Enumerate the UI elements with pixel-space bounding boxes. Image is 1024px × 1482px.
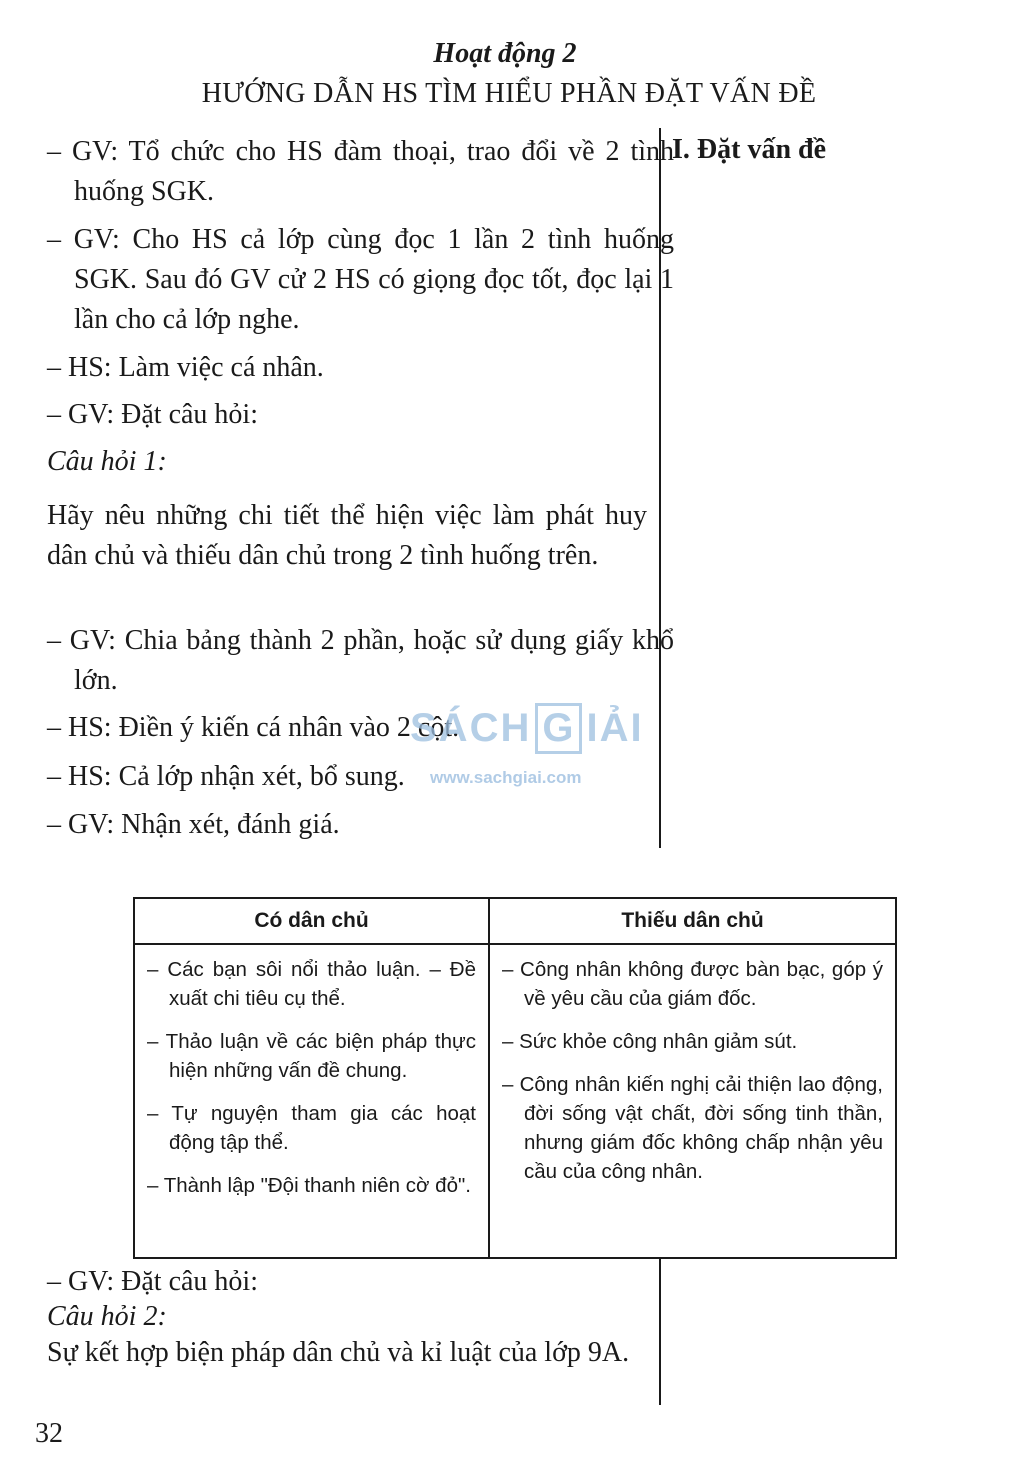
watermark <box>410 703 644 754</box>
page-number: 32 <box>35 1418 63 1449</box>
watermark-text-right: IẢI <box>586 706 644 750</box>
table-item: – Tự nguyện tham gia các hoạt động tập thể. <box>147 1102 476 1154</box>
section-main-title: HƯỚNG DẪN HS TÌM HIỂU PHẦN ĐẶT VẤN ĐỀ <box>201 78 817 109</box>
watermark-text-left: SÁCH <box>410 706 532 750</box>
paragraph-7: – HS: Cả lớp nhận xét, bổ sung. <box>47 761 405 792</box>
question-1-label: Câu hỏi 1: <box>47 446 167 477</box>
paragraph-3: – HS: Làm việc cá nhân. <box>47 352 324 383</box>
activity-title: Hoạt động 2 <box>433 38 577 69</box>
paragraph-6: – HS: Điền ý kiến cá nhân vào 2 cột. <box>47 712 460 743</box>
table-item: – Công nhân không được bàn bạc, góp ý về yêu cầu của giám đốc. <box>502 958 883 1010</box>
table-header-democracy: Có dân chủ <box>134 898 489 944</box>
paragraph-4: – GV: Đặt câu hỏi: <box>47 399 258 430</box>
table-column-lack-democracy <box>489 944 896 1258</box>
comparison-table <box>133 897 897 1259</box>
table-header-lack-democracy: Thiếu dân chủ <box>489 898 896 944</box>
table-item: – Sức khỏe công nhân giảm sút. <box>502 1030 798 1053</box>
table-item: – Thảo luận về các biện pháp thực hiện những vấn đề chung. <box>147 1030 476 1082</box>
paragraph-8: – GV: Nhận xét, đánh giá. <box>47 809 340 840</box>
table-column-democracy <box>134 944 489 1258</box>
table-item: – Công nhân kiến nghị cải thiện lao động, đời sống vật chất, đời sống tinh thần, nhưng giám đốc không chấp nhận yêu cầu của công nhân. <box>502 1073 883 1183</box>
watermark-logo-box: G <box>535 703 582 754</box>
table-item: – Các bạn sôi nổi thảo luận. – Đề xuất chi tiêu cụ thể. <box>147 958 476 1010</box>
paragraph-5: – GV: Chia bảng thành 2 phần, hoặc sử dụng giấy khổ lớn. <box>47 625 674 696</box>
column-divider-bottom <box>659 1259 661 1405</box>
question-2-text: Sự kết hợp biện pháp dân chủ và kỉ luật của lớp 9A. <box>47 1337 630 1368</box>
paragraph-2: – GV: Cho HS cả lớp cùng đọc 1 lần 2 tình huống SGK. Sau đó GV cử 2 HS có giọng đọc tốt, đọc lại 1 lần cho cả lớp nghe. <box>47 224 674 335</box>
watermark-url: www.sachgiai.com <box>430 768 582 787</box>
question-1-text: Hãy nêu những chi tiết thể hiện việc làm phát huy dân chủ và thiếu dân chủ trong 2 tình huống trên. <box>47 500 647 571</box>
bottom-paragraph-1: – GV: Đặt câu hỏi: <box>47 1266 258 1297</box>
table-item: – Thành lập "Đội thanh niên cờ đỏ". <box>147 1174 471 1197</box>
question-2-label: Câu hỏi 2: <box>47 1301 167 1332</box>
section-heading: I. Đặt vấn đề <box>672 134 827 165</box>
paragraph-1: – GV: Tổ chức cho HS đàm thoại, trao đổi về 2 tình huống SGK. <box>47 136 674 207</box>
